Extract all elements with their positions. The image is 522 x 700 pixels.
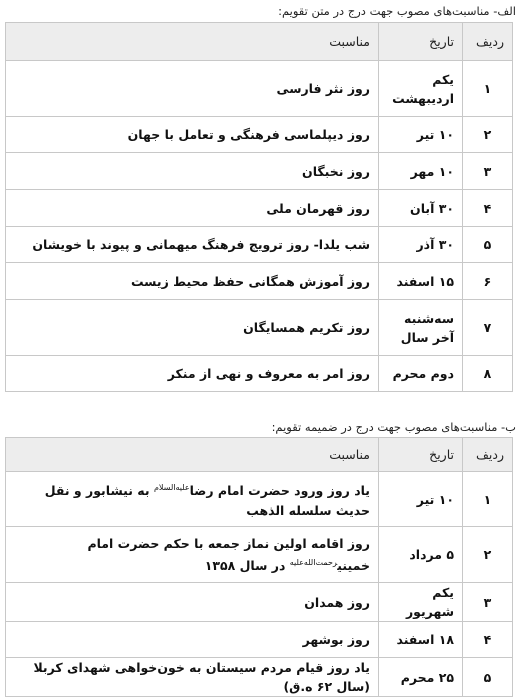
row-occasion: روز نثر فارسی [6, 61, 379, 117]
occasions-table-a [5, 22, 513, 392]
table-row [6, 472, 513, 527]
row-index: ۵ [463, 658, 513, 697]
row-occasion: یاد روز قیام مردم سیستان به خون‌خواهی شهدای کربلا (سال ۶۲ ه.ق) [6, 658, 379, 697]
column-header-occasion: مناسبت [6, 438, 379, 472]
row-date: ۱۸ اسفند [379, 622, 463, 658]
row-index: ۸ [463, 356, 513, 392]
row-date: ۳۰ آبان [379, 190, 463, 227]
column-header-index: ردیف [463, 23, 513, 61]
table-header-row [6, 23, 513, 61]
row-date: ۳۰ آذر [379, 227, 463, 263]
row-date: ۵ مرداد [379, 527, 463, 583]
row-occasion: روز تکریم همسایگان [6, 300, 379, 356]
row-occasion: روز آموزش همگانی حفظ محیط زیست [6, 263, 379, 300]
row-date: ۱۵ اسفند [379, 263, 463, 300]
row-occasion: شب یلدا- روز ترویج فرهنگ میهمانی و پیوند با خویشان [6, 227, 379, 263]
table-header-row [6, 438, 513, 472]
row-date: ۱۰ مهر [379, 153, 463, 190]
table-row [6, 527, 513, 583]
row-index: ۱ [463, 61, 513, 117]
table-row [6, 583, 513, 622]
row-occasion: روز دیپلماسی فرهنگی و تعامل با جهان [6, 117, 379, 153]
occasion-text-continued: در سال ۱۳۵۸ [204, 558, 290, 574]
row-date: یکم شهریور [379, 583, 463, 622]
table-row [6, 356, 513, 392]
row-index: ۲ [463, 527, 513, 583]
honorific-superscript: رحمت‌الله‌علیه [289, 557, 338, 567]
row-occasion: روز بوشهر [6, 622, 379, 658]
occasion-text: روز اقامه اولین نماز جمعه با حکم حضرت امام خمینی [87, 535, 370, 574]
row-index: ۳ [463, 153, 513, 190]
occasions-table-b [5, 437, 513, 697]
row-index: ۵ [463, 227, 513, 263]
table-row [6, 622, 513, 658]
row-date: ۱۰ تیر [379, 117, 463, 153]
table-row [6, 263, 513, 300]
table-row [6, 190, 513, 227]
section-b-title: ب- مناسبت‌های مصوب جهت درج در ضمیمه تقویم: [271, 420, 516, 434]
occasion-text-continued: به نیشابور و نقل حدیث سلسله الذهب [44, 483, 370, 518]
table-row [6, 61, 513, 117]
row-date: دوم محرم [379, 356, 463, 392]
table-row [6, 658, 513, 697]
row-index: ۴ [463, 190, 513, 227]
row-date: سه‌شنبه آخر سال [379, 300, 463, 356]
table-row [6, 300, 513, 356]
section-a-title: الف- مناسبت‌های مصوب جهت درج در متن تقویم: [278, 4, 516, 18]
row-occasion [6, 472, 379, 527]
row-index: ۴ [463, 622, 513, 658]
row-date: ۱۰ تیر [379, 472, 463, 527]
row-index: ۲ [463, 117, 513, 153]
column-header-date: تاریخ [379, 23, 463, 61]
table-row [6, 117, 513, 153]
row-date: یکم اردیبهشت [379, 61, 463, 117]
column-header-index: ردیف [463, 438, 513, 472]
row-occasion: روز قهرمان ملی [6, 190, 379, 227]
occasion-text: یاد روز ورود حضرت امام رضا [189, 483, 370, 499]
honorific-superscript: علیه‌السلام [153, 483, 190, 493]
row-date: ۲۵ محرم [379, 658, 463, 697]
row-occasion: روز نخبگان [6, 153, 379, 190]
row-index: ۱ [463, 472, 513, 527]
table-row [6, 227, 513, 263]
row-index: ۶ [463, 263, 513, 300]
row-index: ۷ [463, 300, 513, 356]
column-header-occasion: مناسبت [6, 23, 379, 61]
column-header-date: تاریخ [379, 438, 463, 472]
table-row [6, 153, 513, 190]
row-occasion [6, 527, 379, 583]
row-index: ۳ [463, 583, 513, 622]
row-occasion: روز امر به معروف و نهی از منکر [6, 356, 379, 392]
row-occasion: روز همدان [6, 583, 379, 622]
